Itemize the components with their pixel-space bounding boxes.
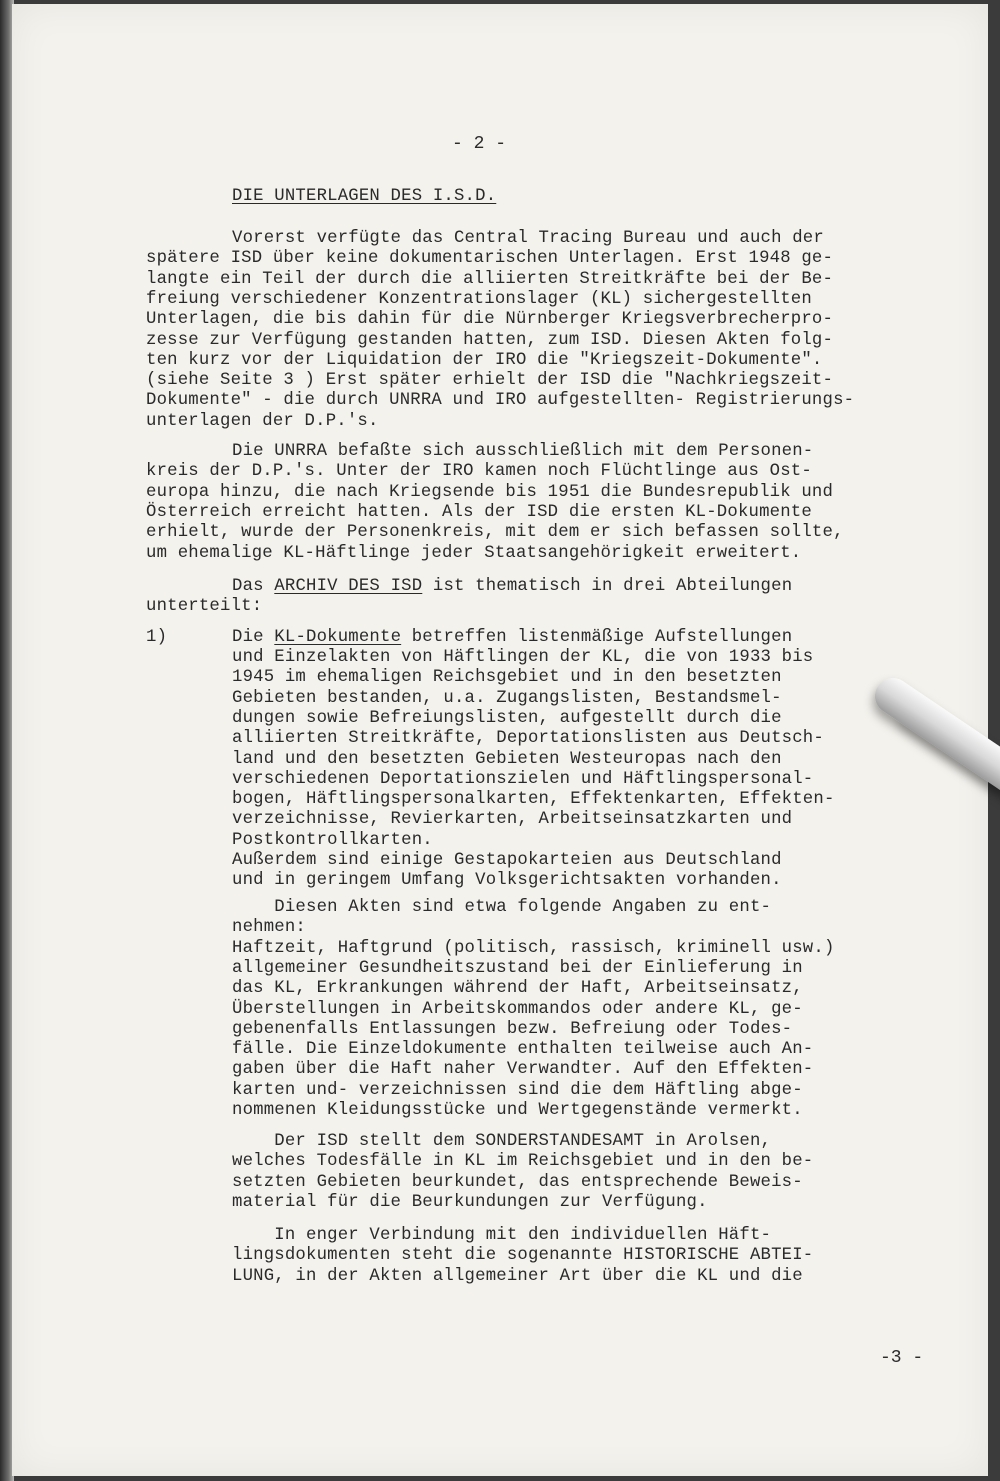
- text-line: Unterlagen, die bis dahin für die Nürnberger Kriegsverbrecherpro-: [146, 310, 834, 330]
- text-line: Haftzeit, Haftgrund (politisch, rassisch, kriminell usw.): [232, 938, 835, 958]
- text-line: dungen sowie Befreiungslisten, aufgestellt durch die: [232, 708, 782, 728]
- text-line: spätere ISD über keine dokumentarischen Unterlagen. Erst 1948 ge-: [146, 249, 834, 269]
- text-line: lingsdokumenten steht die sogenannte HISTORISCHE ABTEI-: [232, 1246, 814, 1266]
- item-number: 1): [146, 628, 168, 647]
- text-line: Diesen Akten sind etwa folgende Angaben zu ent-: [232, 898, 772, 917]
- text-line: Postkontrollkarten.: [232, 830, 433, 850]
- text-line: nommenen Kleidungsstücke und Wertgegenstände vermerkt.: [232, 1101, 803, 1120]
- text-line: material für die Beurkundungen zur Verfügung.: [232, 1192, 708, 1212]
- item-first-line: Die KL-Dokumente betreffen listenmäßige Aufstellungen: [232, 628, 793, 647]
- text-line: Die UNRRA befaßte sich ausschließlich mit dem Personen-: [232, 442, 814, 461]
- next-page-marker: -3 -: [880, 1348, 924, 1368]
- text-line: 1945 im ehemaligen Reichsgebiet und in den besetzten: [232, 668, 782, 688]
- text-line: setzten Gebieten beurkundet, das entsprechende Beweis-: [232, 1172, 803, 1192]
- text-line: Dokumente" - die durch UNRRA und IRO aufgestellten- Registrierungs-: [146, 391, 855, 411]
- text-line: gaben über die Haft naher Verwandter. Auf den Effekten-: [232, 1060, 814, 1080]
- text-line: gebenenfalls Entlassungen bezw. Befreiung oder Todes-: [232, 1019, 793, 1039]
- paragraph-archive: Das ARCHIV DES ISD ist thematisch in drei Abteilungen: [232, 577, 793, 596]
- text-line: und in geringem Umfang Volksgerichtsakten vorhanden.: [232, 871, 782, 891]
- kl-term: KL-Dokumente: [274, 628, 402, 647]
- text-line: nehmen:: [232, 918, 306, 938]
- text-line: allgemeiner Gesundheitszustand bei der Einlieferung in: [232, 958, 803, 978]
- page-number: - 2 -: [452, 134, 507, 154]
- text-line: welches Todesfälle in KL im Reichsgebiet und in den be-: [232, 1152, 814, 1172]
- text-line: unterlagen der D.P.'s.: [146, 411, 379, 431]
- text-line: In enger Verbindung mit den individuellen Häft-: [232, 1226, 772, 1245]
- text-line: Außerdem sind einige Gestapokarteien aus Deutschland: [232, 851, 782, 870]
- text-line: ten kurz vor der Liquidation der IRO die "Kriegszeit-Dokumente".: [146, 350, 823, 370]
- text-line: erhielt, wurde der Personenkreis, mit dem er sich befassen sollte,: [146, 523, 844, 543]
- text-line: Der ISD stellt dem SONDERSTANDESAMT in Arolsen,: [232, 1132, 772, 1151]
- text-line: verschiedenen Deportationszielen und Häftlingspersonal-: [232, 769, 814, 789]
- text-line: europa hinzu, die nach Kriegsende bis 1951 die Bundesrepublik und: [146, 482, 834, 502]
- text-line: karten und- verzeichnissen sind die dem Häftling abge-: [232, 1080, 803, 1100]
- text-line: freiung verschiedener Konzentrationslager (KL) sichergestellten: [146, 289, 812, 309]
- text-line: fälle. Die Einzeldokumente enthalten teilweise auch An-: [232, 1040, 814, 1060]
- section-heading: DIE UNTERLAGEN DES I.S.D.: [232, 187, 497, 206]
- text-line: kreis der D.P.'s. Unter der IRO kamen noch Flüchtlinge aus Ost-: [146, 462, 812, 482]
- text-line: (siehe Seite 3 ) Erst später erhielt der ISD die "Nachkriegszeit-: [146, 371, 834, 391]
- text-line: langte ein Teil der durch die alliierten Streitkräfte bei der Be-: [146, 269, 834, 289]
- text-line: Österreich erreicht hatten. Als der ISD die ersten KL-Dokumente: [146, 502, 812, 522]
- text-line: das KL, Erkrankungen während der Haft, Arbeitseinsatz,: [232, 979, 803, 999]
- text-line: land und den besetzten Gebieten Westeuropas nach den: [232, 749, 782, 769]
- text-line: LUNG, in der Akten allgemeiner Art über die KL und die: [232, 1266, 803, 1286]
- text-line: um ehemalige KL-Häftlinge jeder Staatsangehörigkeit erweitert.: [146, 543, 802, 563]
- text-line: alliierten Streitkräfte, Deportationslisten aus Deutsch-: [232, 729, 824, 749]
- text-line: Überstellungen in Arbeitskommandos oder andere KL, ge-: [232, 999, 803, 1019]
- text-line: bogen, Häftlingspersonalkarten, Effektenkarten, Effekten-: [232, 790, 835, 810]
- text-line: und Einzelakten von Häftlingen der KL, die von 1933 bis: [232, 648, 814, 667]
- paragraph-archive-line2: unterteilt:: [146, 597, 263, 616]
- text-line: zesse zur Verfügung gestanden hatten, zum ISD. Diesen Akten folg-: [146, 330, 834, 350]
- text-line: Vorerst verfügte das Central Tracing Bureau und auch der: [232, 229, 824, 248]
- text-line: verzeichnisse, Revierkarten, Arbeitseinsatzkarten und: [232, 810, 793, 830]
- text-line: Gebieten bestanden, u.a. Zugangslisten, Bestandsmel-: [232, 688, 782, 708]
- archive-term: ARCHIV DES ISD: [274, 577, 423, 596]
